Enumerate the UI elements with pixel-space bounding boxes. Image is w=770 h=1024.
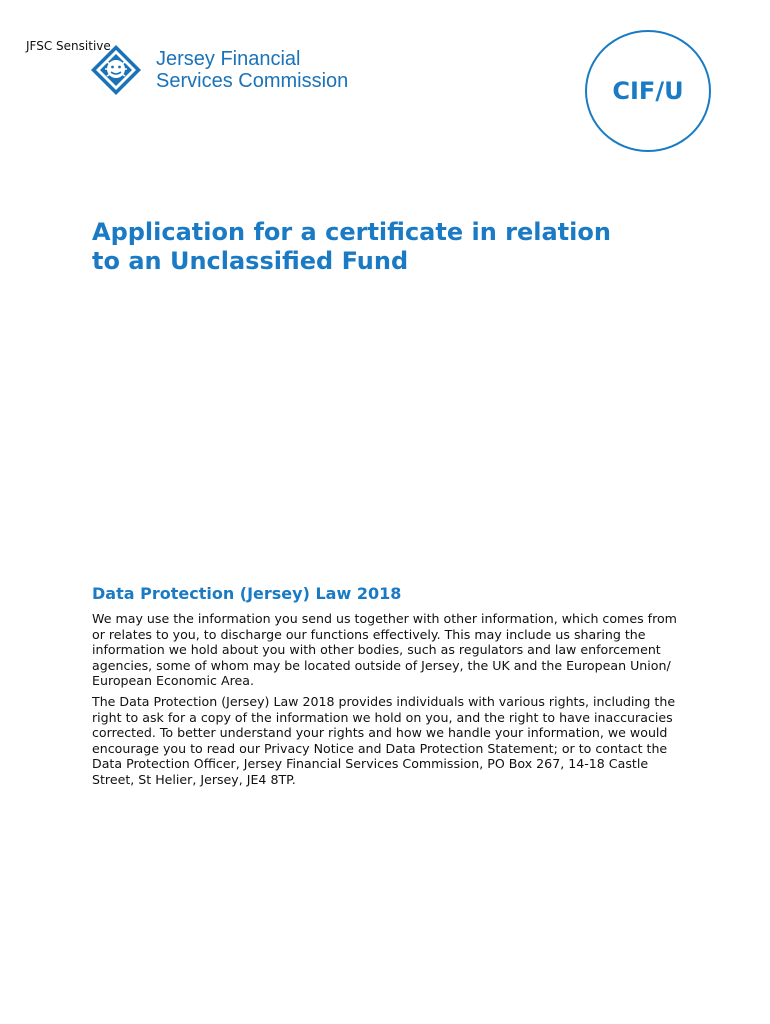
title-line-1: Application for a certificate in relation	[92, 218, 611, 246]
data-protection-paragraph-1: We may use the information you send us together with other information, which comes from or relates to you, to discharge our functions effectively. This may include us sharing the information we hold about you with other bodies, such as regulators and law enforcement agencies, some of whom may be located outside of Jersey, the UK and the European Union/ European Economic Area.	[92, 611, 677, 688]
form-code: CIF/U	[612, 77, 684, 105]
title-line-2: to an Unclassified Fund	[92, 247, 409, 275]
data-protection-paragraph-2: The Data Protection (Jersey) Law 2018 provides individuals with various rights, including the right to ask for a copy of the information we hold on you, and the right to have inaccuracies corrected. To better understand your rights and how we handle your information, we would encourage you to read our Privacy Notice and Data Protection Statement; or to contact the Data Protection Officer, Jersey Financial Services Commission, PO Box 267, 14-18 Castle Street, St Helier, Jersey, JE4 8TP.	[92, 694, 676, 787]
logo-line-1: Jersey Financial	[156, 48, 301, 70]
logo-line-2: Services Commission	[156, 70, 349, 92]
logo-wordmark	[156, 48, 348, 92]
jfsc-logo	[90, 44, 390, 96]
data-protection-heading: Data Protection (Jersey) Law 2018	[92, 584, 402, 603]
form-code-badge	[585, 30, 711, 152]
page-title	[92, 218, 712, 276]
sensitivity-label: JFSC Sensitive	[26, 39, 111, 53]
